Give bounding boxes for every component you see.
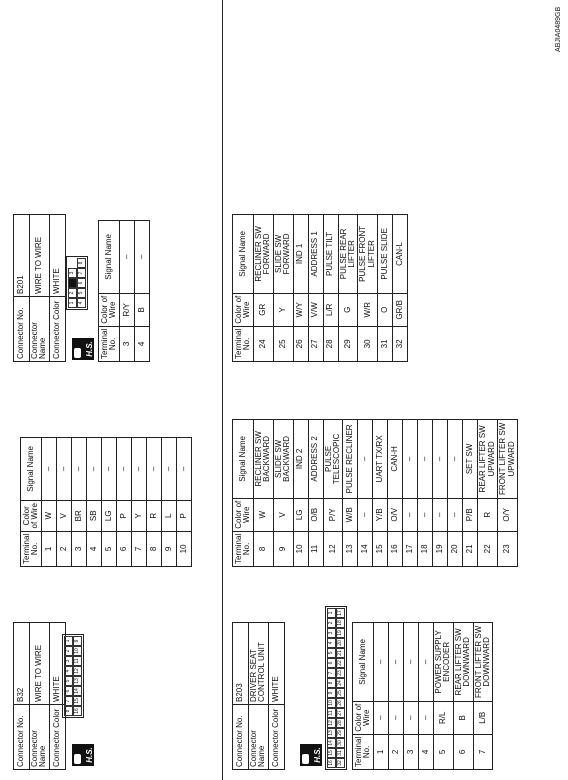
col-color: Color of Wire: [353, 701, 374, 734]
terminal-no-cell: 15: [373, 531, 388, 566]
wire-color-cell: P: [117, 500, 132, 531]
terminal-no-cell: 32: [393, 326, 408, 361]
signal-name-cell: –: [57, 438, 72, 501]
connector-pin: 19: [336, 628, 345, 638]
terminal-no-cell: 9: [162, 531, 177, 566]
terminal-no-cell: 9: [273, 531, 293, 566]
connector-pin: 23: [336, 668, 345, 678]
table-row: [419, 623, 434, 770]
wire-color-cell: R: [478, 498, 498, 531]
terminal-no-cell: 4: [135, 326, 150, 361]
terminal-no-cell: 20: [448, 531, 463, 566]
connector-pin: 4: [327, 638, 336, 648]
wire-color-cell: –: [374, 701, 389, 734]
terminal-no-cell: 5: [434, 734, 454, 769]
label: Connector No.: [233, 705, 249, 770]
connector-pin: 1: [327, 608, 336, 618]
signal-name-cell: –: [374, 623, 389, 702]
table-row: [72, 438, 87, 567]
connector-pin: 17: [336, 608, 345, 618]
connector-pin: 20: [336, 638, 345, 648]
terminal-no-cell: 23: [498, 531, 518, 566]
table-row: [293, 420, 308, 567]
signal-name-cell: IND 1: [293, 215, 308, 294]
connector-color: WHITE: [268, 623, 284, 705]
wire-color-cell: –: [448, 498, 463, 531]
terminal-no-cell: 8: [254, 531, 274, 566]
table-row: [273, 215, 293, 362]
table-row: [132, 438, 147, 567]
connector-pin: 22: [336, 658, 345, 668]
signal-name-cell: –: [162, 438, 177, 501]
connector-pin: 1: [64, 636, 73, 646]
label: Connector No.: [14, 705, 30, 770]
signal-name-cell: –: [72, 438, 87, 501]
wire-color-cell: GR: [254, 293, 274, 326]
signal-name-cell: –: [389, 623, 404, 702]
col-color: Color of Wire: [99, 293, 120, 326]
col-terminal: Terminal No.: [233, 326, 254, 361]
wire-color-cell: W: [254, 498, 274, 531]
col-terminal: Terminal No.: [233, 531, 254, 566]
terminal-no-cell: 8: [147, 531, 162, 566]
terminal-no-cell: 30: [358, 326, 378, 361]
connector-pin: 31: [336, 748, 345, 758]
table-row: [378, 215, 393, 362]
wire-color-cell: R/Y: [120, 293, 135, 326]
table-row: [433, 420, 448, 567]
terminal-no-cell: 29: [338, 326, 358, 361]
table-row: [404, 623, 419, 770]
table-row: [448, 420, 463, 567]
terminal-no-cell: 3: [404, 734, 419, 769]
terminal-no-cell: 7: [473, 734, 493, 769]
terminal-no-cell: 3: [120, 326, 135, 361]
connector-pin: 6: [327, 658, 336, 668]
wire-color-cell: O/V: [388, 498, 403, 531]
signal-name-cell: PULSE FRONT LIFTER: [358, 215, 378, 294]
connector-pin: 8: [77, 258, 86, 268]
terminal-no-cell: 16: [388, 531, 403, 566]
terminal-no-cell: 10: [177, 531, 192, 566]
terminal-no-cell: 26: [293, 326, 308, 361]
signal-name-cell: REAR LIFTER SW DOWNWARD: [453, 623, 473, 702]
connector-pin: 29: [336, 728, 345, 738]
figure-code: ABJIA0489GB: [555, 6, 562, 52]
connector-pin: 21: [336, 648, 345, 658]
connector-pin: 27: [336, 708, 345, 718]
connector-color: WHITE: [49, 623, 65, 705]
connector-pin: 16: [327, 758, 336, 768]
connector-pin: 6: [64, 686, 73, 696]
table-row: [42, 438, 57, 567]
connector-pin: 5: [64, 676, 73, 686]
terminal-no-cell: 3: [72, 531, 87, 566]
wire-color-cell: Y/B: [373, 498, 388, 531]
terminal-no-cell: 17: [403, 531, 418, 566]
table-row: [393, 215, 408, 362]
connector-pin: 10: [327, 698, 336, 708]
wire-color-cell: V/W: [308, 293, 323, 326]
table-row: [308, 215, 323, 362]
section-divider: [222, 0, 223, 780]
connector-pin: 24: [336, 678, 345, 688]
signal-name-cell: PULSE RECLINER: [343, 420, 358, 499]
terminal-no-cell: 19: [433, 531, 448, 566]
table-row: [117, 438, 132, 567]
table-row: [135, 221, 150, 362]
connector-pin: 12: [73, 666, 82, 676]
signal-name-cell: –: [120, 221, 135, 294]
b203-signal-table-3: [232, 214, 408, 362]
label: Connector Name: [249, 705, 269, 770]
wire-color-cell: –: [404, 701, 419, 734]
signal-name-cell: –: [433, 420, 448, 499]
table-row: [388, 420, 403, 567]
table-row: [343, 420, 358, 567]
terminal-no-cell: 10: [293, 531, 308, 566]
connector-pin: 2: [68, 288, 77, 298]
wire-color-cell: O: [378, 293, 393, 326]
connector-name: WIRE TO WIRE: [30, 215, 50, 297]
signal-name-cell: –: [147, 438, 162, 501]
connector-pin: 11: [327, 708, 336, 718]
col-color: Color of Wire: [233, 498, 254, 531]
signal-name-cell: –: [404, 623, 419, 702]
table-row: [57, 438, 72, 567]
b201-info-table: [13, 214, 66, 362]
wire-color-cell: P/Y: [323, 498, 343, 531]
wire-color-cell: –: [358, 498, 373, 531]
table-row: [389, 623, 404, 770]
col-signal: Signal Name: [353, 623, 374, 702]
table-row: [434, 623, 454, 770]
connector-pin: 11: [73, 656, 82, 666]
wire-color-cell: –: [419, 701, 434, 734]
connector-pin: 13: [73, 676, 82, 686]
col-terminal: Terminal No.: [99, 326, 120, 361]
terminal-no-cell: 21: [463, 531, 478, 566]
table-row: [87, 438, 102, 567]
signal-name-cell: ADDRESS 2: [308, 420, 323, 499]
signal-name-cell: –: [132, 438, 147, 501]
wire-color-cell: V: [273, 498, 293, 531]
connector-pin: 5: [327, 648, 336, 658]
table-row: [473, 623, 493, 770]
terminal-no-cell: 13: [343, 531, 358, 566]
table-row: [498, 420, 518, 567]
b203-connector-diagram: [325, 606, 347, 770]
label: Connector Name: [30, 705, 50, 770]
terminal-no-cell: 4: [419, 734, 434, 769]
table-row: [293, 215, 308, 362]
table-row: [323, 420, 343, 567]
signal-name-cell: –: [87, 438, 102, 501]
terminal-no-cell: 14: [358, 531, 373, 566]
signal-name-cell: PULSE SLIDE: [378, 215, 393, 294]
connector-pin: 30: [336, 738, 345, 748]
signal-name-cell: RECLINER SW FORWARD: [254, 215, 274, 294]
connector-pin: 6: [77, 278, 86, 288]
label: Connector Color: [49, 297, 65, 362]
table-row: [102, 438, 117, 567]
table-row: [147, 438, 162, 567]
connector-pin: 7: [327, 668, 336, 678]
connector-pin: 7: [77, 268, 86, 278]
terminal-no-cell: 6: [453, 734, 473, 769]
table-row: [403, 420, 418, 567]
col-signal: Signal Name: [233, 420, 254, 499]
table-row: [453, 623, 473, 770]
col-signal: Signal Name: [233, 215, 254, 294]
wire-color-cell: Y: [132, 500, 147, 531]
table-row: [463, 420, 478, 567]
table-row: [120, 221, 135, 362]
signal-name-cell: FRONT LIFTER SW UPWARD: [498, 420, 518, 499]
b201-signal-table: [98, 220, 150, 362]
signal-name-cell: SLIDE SW FORWARD: [273, 215, 293, 294]
wire-color-cell: B: [453, 701, 473, 734]
signal-name-cell: –: [419, 623, 434, 702]
connector-pin: 25: [336, 688, 345, 698]
terminal-no-cell: 1: [42, 531, 57, 566]
table-row: [177, 438, 192, 567]
wire-color-cell: W: [42, 500, 57, 531]
connector-pin: 9: [73, 636, 82, 646]
signal-name-cell: CAN-L: [393, 215, 408, 294]
signal-name-cell: PULSE TELESCOPIC: [323, 420, 343, 499]
connector-pin: 9: [327, 688, 336, 698]
connector-color: WHITE: [49, 215, 65, 297]
signal-name-cell: FRONT LIFTER SW DOWNWARD: [473, 623, 493, 702]
signal-name-cell: RECLINER SW BACKWARD: [254, 420, 274, 499]
connector-pin: 16: [73, 706, 82, 716]
table-row: [254, 215, 274, 362]
connector-pin: 3: [327, 628, 336, 638]
connector-pin: 10: [73, 646, 82, 656]
label: Connector Name: [30, 297, 50, 362]
terminal-no-cell: 12: [323, 531, 343, 566]
terminal-no-cell: 2: [389, 734, 404, 769]
b32-signal-table: [20, 437, 192, 567]
wire-color-cell: –: [433, 498, 448, 531]
signal-name-cell: –: [177, 438, 192, 501]
connector-pin: 5: [77, 288, 86, 298]
signal-name-cell: UART TX/RX: [373, 420, 388, 499]
connector-pin: 7: [64, 696, 73, 706]
signal-name-cell: PULSE TILT: [323, 215, 338, 294]
connector-pin: 14: [327, 738, 336, 748]
table-row: [254, 420, 274, 567]
table-row: [273, 420, 293, 567]
connector-pin: 13: [327, 728, 336, 738]
connector-no: B32: [14, 623, 30, 705]
b32-info-table: [13, 622, 66, 770]
label: Connector No.: [14, 297, 30, 362]
wire-color-cell: B: [135, 293, 150, 326]
b203-signal-table-1: [352, 622, 493, 770]
wire-color-cell: L/R: [323, 293, 338, 326]
table-row: [373, 420, 388, 567]
terminal-no-cell: 1: [374, 734, 389, 769]
terminal-no-cell: 6: [117, 531, 132, 566]
terminal-no-cell: 7: [132, 531, 147, 566]
signal-name-cell: REAR LIFTER SW UPWARD: [478, 420, 498, 499]
connector-pin: 15: [327, 748, 336, 758]
connector-pin: [68, 278, 77, 288]
table-row: [162, 438, 177, 567]
col-color: Color of Wire: [21, 500, 42, 531]
table-row: [338, 215, 358, 362]
table-row: [418, 420, 433, 567]
table-row: [308, 420, 323, 567]
wire-color-cell: SB: [87, 500, 102, 531]
connector-no: B201: [14, 215, 30, 297]
wire-color-cell: R: [147, 500, 162, 531]
hs-icon: H.S.: [72, 744, 94, 766]
wire-color-cell: –: [418, 498, 433, 531]
b203-info-table: [232, 622, 285, 770]
wire-color-cell: O/Y: [498, 498, 518, 531]
signal-name-cell: –: [358, 420, 373, 499]
connector-pin: 4: [77, 298, 86, 308]
terminal-no-cell: 2: [57, 531, 72, 566]
wire-color-cell: LG: [293, 498, 308, 531]
connector-pin: 2: [64, 646, 73, 656]
hs-icon: H.S.: [72, 338, 94, 360]
signal-name-cell: POWER SUPPLY ENCODER: [434, 623, 454, 702]
table-row: [358, 215, 378, 362]
terminal-no-cell: 27: [308, 326, 323, 361]
signal-name-cell: –: [403, 420, 418, 499]
table-row: [374, 623, 389, 770]
connector-pin: 8: [327, 678, 336, 688]
connector-pin: 1: [68, 298, 77, 308]
wire-color-cell: GR/B: [393, 293, 408, 326]
terminal-no-cell: 22: [478, 531, 498, 566]
wire-color-cell: BR: [72, 500, 87, 531]
wire-color-cell: –: [389, 701, 404, 734]
wire-color-cell: L/B: [473, 701, 493, 734]
wire-color-cell: Y: [273, 293, 293, 326]
connector-pin: 26: [336, 698, 345, 708]
connector-pin: 18: [336, 618, 345, 628]
connector-name: WIRE TO WIRE: [30, 623, 50, 705]
connector-pin: 3: [64, 656, 73, 666]
wire-color-cell: P/B: [463, 498, 478, 531]
wire-color-cell: W/R: [358, 293, 378, 326]
wire-color-cell: LG: [102, 500, 117, 531]
terminal-no-cell: 28: [323, 326, 338, 361]
col-signal: Signal Name: [99, 221, 120, 294]
terminal-no-cell: 25: [273, 326, 293, 361]
b32-connector-diagram: [62, 634, 84, 718]
col-terminal: Terminal No.: [21, 531, 42, 566]
connector-pin: 8: [64, 706, 73, 716]
connector-pin: 32: [336, 758, 345, 768]
connector-pin: 4: [64, 666, 73, 676]
signal-name-cell: –: [418, 420, 433, 499]
terminal-no-cell: 24: [254, 326, 274, 361]
connector-pin: 12: [327, 718, 336, 728]
table-row: [358, 420, 373, 567]
signal-name-cell: –: [448, 420, 463, 499]
wire-color-cell: R/L: [434, 701, 454, 734]
connector-no: B203: [233, 623, 249, 705]
connector-pin: 14: [73, 686, 82, 696]
wire-color-cell: W/Y: [293, 293, 308, 326]
wire-color-cell: O/B: [308, 498, 323, 531]
connector-pin: 3: [68, 268, 77, 278]
wire-color-cell: L: [162, 500, 177, 531]
wire-color-cell: –: [403, 498, 418, 531]
table-row: [323, 215, 338, 362]
col-terminal: Terminal No.: [353, 734, 374, 769]
terminal-no-cell: 18: [418, 531, 433, 566]
signal-name-cell: PULSE REAR LIFTER: [338, 215, 358, 294]
signal-name-cell: –: [135, 221, 150, 294]
connector-name: DRIVER SEAT CONTROL UNIT: [249, 623, 269, 705]
wire-color-cell: G: [338, 293, 358, 326]
b201-connector-diagram: [66, 256, 88, 310]
signal-name-cell: ADDRESS 1: [308, 215, 323, 294]
signal-name-cell: –: [42, 438, 57, 501]
hs-icon: H.S.: [300, 744, 322, 766]
connector-pin: 15: [73, 696, 82, 706]
wire-color-cell: W/B: [343, 498, 358, 531]
wire-color-cell: P: [177, 500, 192, 531]
connector-pin: 2: [327, 618, 336, 628]
signal-name-cell: –: [102, 438, 117, 501]
b203-signal-table-2: [232, 419, 518, 567]
signal-name-cell: IND 2: [293, 420, 308, 499]
signal-name-cell: CAN-H: [388, 420, 403, 499]
signal-name-cell: SLIDE SW BACKWARD: [273, 420, 293, 499]
label: Connector Color: [268, 705, 284, 770]
terminal-no-cell: 4: [87, 531, 102, 566]
terminal-no-cell: 5: [102, 531, 117, 566]
col-signal: Signal Name: [21, 438, 42, 501]
col-color: Color of Wire: [233, 293, 254, 326]
signal-name-cell: –: [117, 438, 132, 501]
connector-pin: 28: [336, 718, 345, 728]
signal-name-cell: SET SW: [463, 420, 478, 499]
label: Connector Color: [49, 705, 65, 770]
terminal-no-cell: 11: [308, 531, 323, 566]
table-row: [478, 420, 498, 567]
wire-color-cell: V: [57, 500, 72, 531]
terminal-no-cell: 31: [378, 326, 393, 361]
